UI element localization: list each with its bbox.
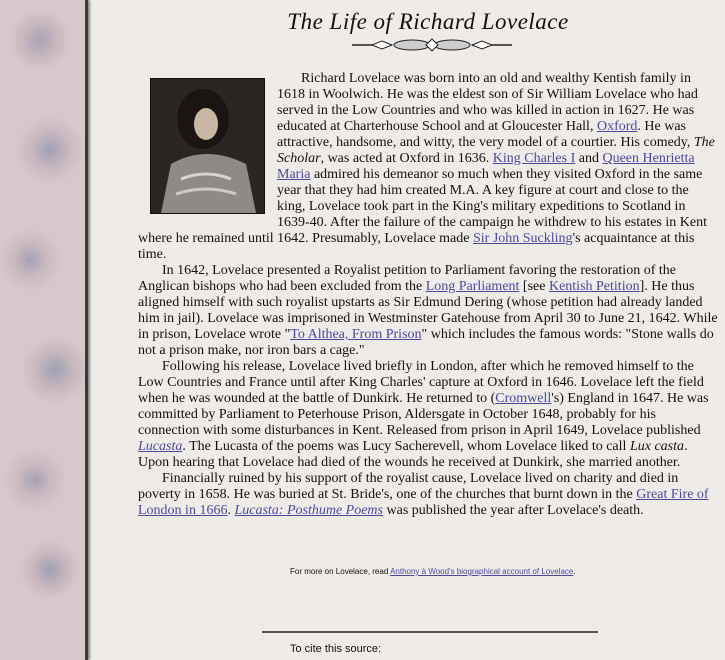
text-run: . [227,503,235,518]
text-link[interactable]: Lucasta: Posthume Poems [234,503,383,518]
more-prefix: For more on Lovelace, read [290,567,391,576]
text-run: " which includes the famous words: "Stone walls do not a prison make, nor iron bars a cage." [138,327,714,358]
text-run: Financially ruined by his support of the royalist cause, Lovelace lived on charity and died in poverty in 1658. He was buried at St. Bride's, one of the churches that burnt down in the [138,471,679,502]
text-run: ]. He thus aligned himself with such royalist upstarts as Sir Edmund Dering (whose petition had already landed him in jail). Lovelace was imprisoned in Westminster Gatehouse from April 30 to June 21, 1642. While in prison, Lovelace wrote " [138,279,718,342]
text-run: Following his release, Lovelace lived briefly in London, after which he removed himself to the Low Countries and France until after King Charles' capture at Oxford in 1646. Lovelace left the field when he was wounded at the battle of Dunkirk. He returned to ( [138,359,704,406]
text-run: 's) England in 1647. He was committed by Parliament to Peterhouse Prison, Aldersgate in October 1648, probably for his connection with some disturbances in Kent. Released from prison in April 1649, Lovelace published [138,391,709,438]
wood-account-link[interactable]: Anthony à Wood's biographical account of Lovelace [390,567,574,576]
more-info-line [290,567,718,577]
main-column [138,0,718,660]
text-link[interactable]: Oxford [596,119,638,134]
italic-text: Lux casta [629,439,684,454]
biography-text [138,71,718,519]
portrait-image [150,78,265,214]
text-run: [see [519,279,549,294]
page-title: The Life of Richard Lovelace [287,9,569,34]
text-run: was published the year after Lovelace's death. [383,503,644,518]
text-run: admired his demeanor so much when they visited Oxford in the same year that they had him created M.A. A key figure at court and close to the king, Lovelace took part in the King's military expeditions to Scotland in 1639-40. After the failure of the campaign he withdrew to his estates in Kent where he remained until 1642. Presumably, Lovelace made [138,167,707,246]
decorative-sidebar-pattern [0,0,88,660]
text-link[interactable]: Lucasta [138,439,183,454]
text-link[interactable]: Cromwell [495,391,552,406]
text-run: , was acted at Oxford in 1636. [320,151,493,166]
paragraph [138,359,718,471]
ornament-divider-icon [352,38,512,52]
text-run: Richard Lovelace was born into an old and wealthy Kentish family in 1618 in Woolwich. He was the eldest son of Sir William Lovelace who had served in the Low Countries and who was killed in action in 1627. He was educated at Charterhouse School and at Gloucester Hall, [277,71,698,134]
horizontal-rule [262,631,598,633]
italic-text: The Scholar [277,135,715,166]
text-link[interactable]: Great Fire of London in 1666 [138,487,709,518]
text-link[interactable]: Queen Henrietta Maria [277,151,695,182]
text-run: In 1642, Lovelace presented a Royalist petition to Parliament favoring the restoration of the Anglican bishops who had been excluded from the [138,263,676,294]
text-run: and [575,151,603,166]
paragraph [138,263,718,359]
text-link[interactable]: Long Parliament [425,279,520,294]
text-link[interactable]: King Charles I [492,151,576,166]
text-run: 's acquaintance at this time. [138,231,695,262]
cite-label: To cite this source: [290,643,382,655]
text-link[interactable]: Kentish Petition [548,279,640,294]
text-run: . Upon hearing that Lovelace had died of the wounds he received at Dunkirk, she married another. [138,439,688,470]
text-link[interactable]: To Althea, From Prison [290,327,422,342]
text-run: . The Lucasta of the poems was Lucy Sacherevell, whom Lovelace liked to call [182,439,630,454]
text-link[interactable]: Sir John Suckling [472,231,573,246]
more-suffix: . [573,567,576,576]
text-run: . He was attractive, handsome, and witty, the very model of a courtier. His comedy, [277,119,694,150]
paragraph [138,471,718,519]
